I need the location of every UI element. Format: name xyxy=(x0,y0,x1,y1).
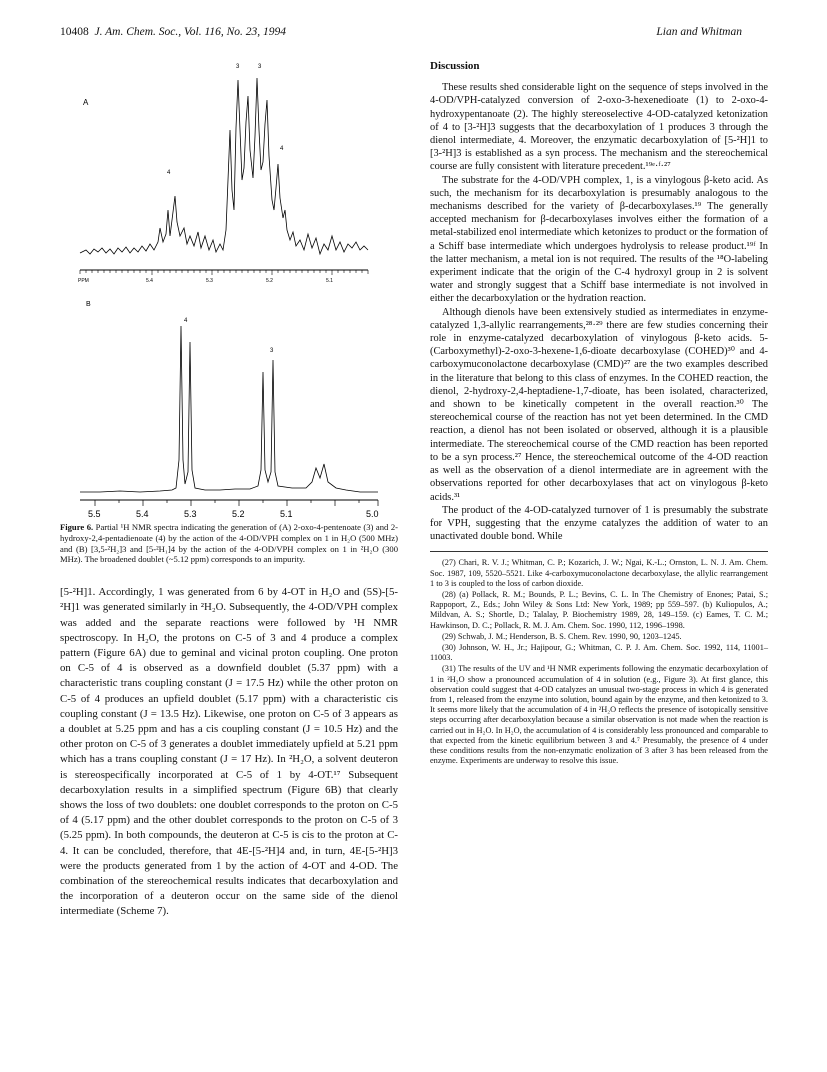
spectrum-b-trace xyxy=(80,326,378,492)
nmr-figure xyxy=(60,60,398,520)
spectrum-a-minor-ticks xyxy=(80,270,368,275)
spectrum-b-tick-label: 5.1 xyxy=(280,509,293,519)
spectrum-b-tick-label: 5.4 xyxy=(136,509,149,519)
figure-caption-label: Figure 6. xyxy=(60,522,94,532)
page-number: 10408 xyxy=(60,26,89,38)
spectrum-a-peak-label: 3 xyxy=(258,64,262,70)
discussion-paragraph: The product of the 4-OD-catalyzed turnover of 1 is presumably the substrate for VPH, suggesting that the enzyme catalyzes the addition of water to an unactivated double bond. While xyxy=(430,504,768,543)
figure-caption-text: Partial ¹H NMR spectra indicating the generation of (A) 2-oxo-4-pentenoate (3) and 2-hydroxy-2,4-pentadienoate (4) by the action of the 4-OD/VPH complex on 1 in H₂O (500 MHz) and (B) [3,5-²H₂]3 and [5-²H₁]4 by the action of the 4-OD/VPH complex on 1 in ²H₂O (300 MHz). The broadened doublet (~5.12 ppm) corresponds to an impurity. xyxy=(60,522,399,565)
footnote: (30) Johnson, W. H., Jr.; Hajipour, G.; Whitman, C. P. J. Am. Chem. Soc. 1992, 114, 11001–11003. xyxy=(430,642,768,663)
left-column xyxy=(60,60,398,920)
spectrum-a-tick-label: 5.1 xyxy=(326,278,333,284)
spectrum-a-peak-label: 4 xyxy=(280,146,284,152)
spectrum-b-tick-label: 5.0 xyxy=(366,509,379,519)
nmr-spectra-svg xyxy=(60,60,398,520)
spectrum-a-tick-label: 5.2 xyxy=(266,278,273,284)
spectrum-b-tick-label: 5.3 xyxy=(184,509,197,519)
running-header-authors: Lian and Whitman xyxy=(656,26,742,38)
spectrum-b-label: B xyxy=(86,301,91,308)
spectrum-b-peak-label: 3 xyxy=(270,348,274,354)
footnote: (27) Chari, R. V. J.; Whitman, C. P.; Kozarich, J. W.; Ngai, K.-L.; Ornston, L. N. J. Am. Chem. Soc. 1987, 109, 5520–5521. Like 4-carboxymuconolactone decarboxylase, the allylic rearrangement 1 to 3 is coupled to the loss of carbon dioxide. xyxy=(430,558,768,588)
spectrum-a-tick-label: 5.4 xyxy=(146,278,153,284)
footnote: (29) Schwab, J. M.; Henderson, B. S. Chem. Rev. 1990, 90, 1203–1245. xyxy=(442,631,682,641)
discussion-paragraph: The substrate for the 4-OD/VPH complex, 1, is a vinylogous β-keto acid. As such, the mechanism for its decarboxylation is presumably analogous to the mechanisms described for the variety of β-decarboxylases.¹⁹ The generally accepted mechanism for β-decarboxylases involves either the formation of a metal-stabilized enol intermediate which ketonizes to product or the formation of a Schiff base intermediate which undergoes hydrolysis to release product.¹⁹ᶠ In the latter mechanism, a metal ion is not required. The results of the ¹⁸O-labeling experiment indicate that the origin of the C-4 hydroxyl group in 2 is solvent water and strongly suggest that a Schiff base intermediate is not involved in either the decarboxylation or the hydration reaction. xyxy=(430,174,768,305)
spectrum-b-tick-label: 5.5 xyxy=(88,509,101,519)
footnote: (31) The results of the UV and ¹H NMR experiments following the enzymatic decarboxylation of 1 in ²H₂O show a pronounced accumulation of 4 in solution (e.g., Figure 3). At first glance, this observation could suggest that 4-OD catalyzes an unusual two-stage process in which 4 is generated from 1, released from the enzyme into solution, bound again by the enzyme, and then ketonized to 3. It seems more likely that the accumulation of 4 in ²H₂O reflects the presence of isotopically sensitive steps occurring after decarboxylation because a similar observation is not made when the reaction is carried out in H₂O. In H₂O, the accumulation of 4 is considerably less pronounced and comparable to that expected from the kinetic equilibrium between 3 and 4.⁷ Presumably, the presence of 4 under these conditions results from the non-enzymatic enolization of 3 after 3 has been released from the enzyme. Experiments are underway to resolve this issue. xyxy=(430,664,768,766)
spectrum-a-tick-label: 5.3 xyxy=(206,278,213,284)
spectrum-b-peak-label: 4 xyxy=(184,318,188,324)
spectrum-a-trace xyxy=(80,78,368,254)
spectrum-a-axis-unit: PPM xyxy=(78,278,89,284)
discussion-paragraph: These results shed considerable light on the sequence of steps involved in the 4-OD/VPH-catalyzed conversion of 2-oxo-3-hexenedioate (1) to 2-oxo-4-hydroxypentanoate (2). The highly stereoselective 4-OD-catalyzed ketonization of 4 to [3-²H]3 suggests that the decarboxylation of 1 produces 3 through the dienol intermediate, 4. Moreover, the enzymatic decarboxylation of [5-²H]1 to [3-²H]3 is established as a syn process. The mechanism and the stereochemical course are fully consistent with literature precedent.¹⁹ᵉ·ᶠ·²⁷ xyxy=(430,82,768,173)
spectrum-a-label: A xyxy=(83,98,89,107)
spectrum-a-peak-label: 3 xyxy=(236,64,240,70)
spectrum-a-peak-label: 4 xyxy=(167,170,171,176)
spectrum-b-tick-label: 5.2 xyxy=(232,509,245,519)
spectrum-b-ticks xyxy=(95,500,378,506)
body-paragraph: [5-²H]1. Accordingly, 1 was generated from 6 by 4-OT in H₂O and (5S)-[5-²H]1 was generated similarly in ²H₂O. Subsequently, the 4-OD/VPH complex was added and the separate reactions were followed by ¹H NMR spectroscopy. In H₂O, the protons on C-5 of 3 and 4 produce a complex pattern (Figure 6A) due to geminal and vicinal proton coupling. One proton on C-5 of 4 is observed as a downfield doublet (5.37 ppm) with a characteristic trans coupling constant (J = 17.5 Hz) while the other proton on C-5 of 4 produces an upfield doublet (5.17 ppm) with a characteristic cis coupling constant (J = 13.5 Hz). Likewise, one proton on C-5 of 3 appears as a doublet at 5.25 ppm and has a cis coupling constant (J = 10.5 Hz) and the other proton on C-5 of 3 generates a doublet immediately upfield at 5.21 ppm which has a trans coupling constant (J = 17 Hz). In ²H₂O, a solvent deuteron is stereospecifically incorporated at C-5 of 1 by 4-OT.¹⁷ Subsequent decarboxylation results in a simplified spectrum (Figure 6B) that clearly shows the loss of two doublets: one doublet corresponds to the proton on C-5 of 4 (5.17 ppm) and the other doublet corresponds to the proton on C-5 of 3 (5.25 ppm). In both compounds, the deuteron at C-5 is cis to the proton at C-4. It can be concluded, therefore, that 4E-[5-²H]4 and, in turn, 4E-[5-²H]3 were the products generated from 1 by the action of 4-OT and 4-OD. The combination of the stereochemical results indicates that decarboxylation and the incorporation of a deuteron occur on the same side of the dienol intermediate (Scheme 7). xyxy=(60,586,398,918)
running-header-left xyxy=(60,26,286,38)
footnotes xyxy=(430,551,768,766)
footnote: (28) (a) Pollack, R. M.; Bounds, P. L.; Bevins, C. L. In The Chemistry of Enones; Patai, S.; Rappoport, Z., Eds.; John Wiley & Sons Ltd: New York, 1989; pp 559–597. (b) Kuliopulos, A.; Mildvan, A. S.; Shortle, D.; Talalay, P. Biochemistry 1989, 28, 149–159. (c) Eames, T. C. M.; Hawkinson, D. C.; Pollack, R. M. J. Am. Chem. Soc. 1990, 112, 1996–1998. xyxy=(430,589,768,630)
discussion-paragraph: Although dienols have been extensively studied as intermediates in enzyme-catalyzed 1,3-allylic rearrangements,²⁸·²⁹ there are few studies concerning their role in enzyme-catalyzed decarboxylation of vinylogous β-keto acids. 5-(Carboxymethyl)-2-oxo-3-hexene-1,6-dioate decarboxylase (COHED)³⁰ and 4-carboxymuconolactone decarboxylase (CMD)²⁷ are the two examples described in the literature that belong to this class of enzymes. In the COHED reaction, the dienol, 2-hydroxy-2,4-heptadiene-1,7-dioate, has been isolated, characterized, and shown to be kinetically competent in the overall reaction.³⁰ The stereochemical course of the reaction has not yet been determined. In the CMD reaction, a dienol has not been isolated or observed, although it is a plausible intermediate. The stereochemical course of the CMD reaction has been reported to be a syn process.²⁷ Hence, the stereochemical outcome of the 4-OD reaction as well as the observation of a dienol intermediate are in agreement with the observations reported for other decarboxylases that act on vinylogous β-keto acids.³¹ xyxy=(430,306,768,503)
right-column xyxy=(430,60,768,767)
figure-caption xyxy=(60,522,398,565)
journal-citation: J. Am. Chem. Soc., Vol. 116, No. 23, 1994 xyxy=(94,26,287,38)
section-heading: Discussion xyxy=(430,60,480,72)
